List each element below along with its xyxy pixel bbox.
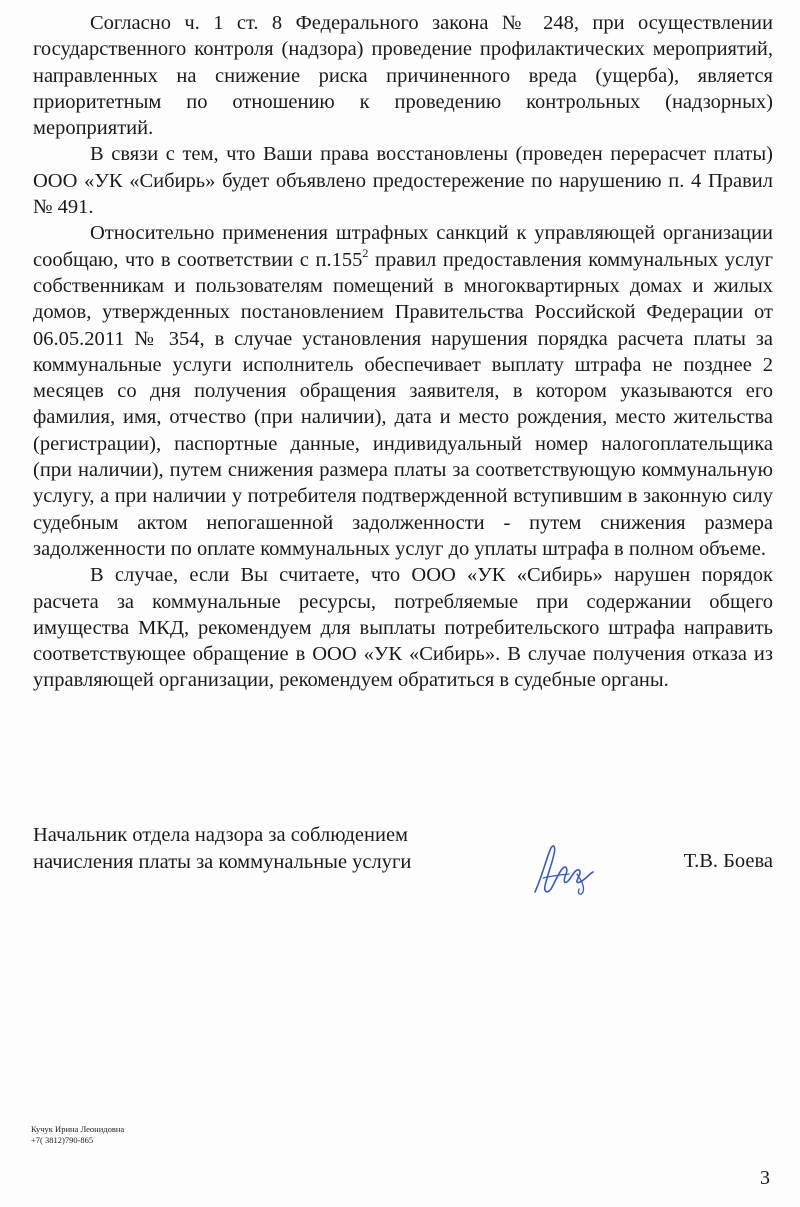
position-line-2: начисления платы за коммунальные услуги bbox=[33, 850, 412, 873]
page-number: 3 bbox=[760, 1167, 770, 1189]
signature-block bbox=[33, 822, 773, 882]
executor-name: Кучук Ирина Леонидовна bbox=[31, 1124, 125, 1134]
paragraph-3-end: правил предоставления коммунальных услуг собственникам и пользователям помещений в многоквартирных домах и жилых домов, утвержденных постановлением Правительства Российской Федерации от 06.05.2011 № 354, в случае установления нарушения порядка расчета платы за коммунальные услуги исполнитель обеспечивает выплату штрафа не позднее 2 месяцев со дня получения обращения заявителя, в котором указываются его фамилия, имя, отчество (при наличии), дата и место рождения, место жительства (регистрации), паспортные данные, индивидуальный номер налогоплательщика (при наличии), путем снижения размера платы за соответствующую коммунальную услугу, а при наличии у потребителя подтвержденной вступившим в законную силу судебным актом непогашенной задолженности - путем снижения размера задолженности по оплате коммунальных услуг до уплаты штрафа в полном объеме. bbox=[33, 248, 773, 560]
paragraph-recommendation: В случае, если Вы считаете, что ООО «УК «Сибирь» нарушен порядок расчета за коммунальные ресурсы, потребляемые при содержании общего имущества МКД, рекомендуем для выплаты потребительского штрафа направить соответствующее обращение в ООО «УК «Сибирь». В случае получения отказа из управляющей организации, рекомендуем обратиться в судебные органы. bbox=[33, 564, 773, 692]
footnote-superscript: 2 bbox=[362, 245, 369, 260]
paragraph-3-start: Относительно применения штрафных санкций к управляющей организации сообщаю, что в соответствии с п.155 bbox=[33, 222, 773, 271]
letter-body bbox=[33, 10, 773, 694]
position-line-1: Начальник отдела надзора за соблюдением bbox=[33, 824, 409, 846]
executor-contact bbox=[31, 1124, 124, 1146]
handwritten-signature bbox=[525, 834, 605, 904]
signatory-name: Т.В. Боева bbox=[683, 850, 773, 872]
signatory-position bbox=[33, 822, 411, 875]
paragraph-priority-prevention: Согласно ч. 1 ст. 8 Федерального закона № 248, при осуществлении государственного контроля (надзора) проведение профилактических мероприятий, направленных на снижение риска причиненного вреда (ущерба), является приоритетным по отношению к проведению контрольных (надзорных) мероприятий. bbox=[33, 12, 773, 140]
executor-phone: +7( 3812)790-865 bbox=[31, 1135, 94, 1145]
paragraph-rights-restored: В связи с тем, что Ваши права восстановлены (проведен перерасчет платы) ООО «УК «Сибирь» будет объявлено предостережение по нарушению п. 4 Правил № 491. bbox=[33, 143, 773, 219]
paragraph-penalty-sanctions bbox=[33, 220, 773, 562]
